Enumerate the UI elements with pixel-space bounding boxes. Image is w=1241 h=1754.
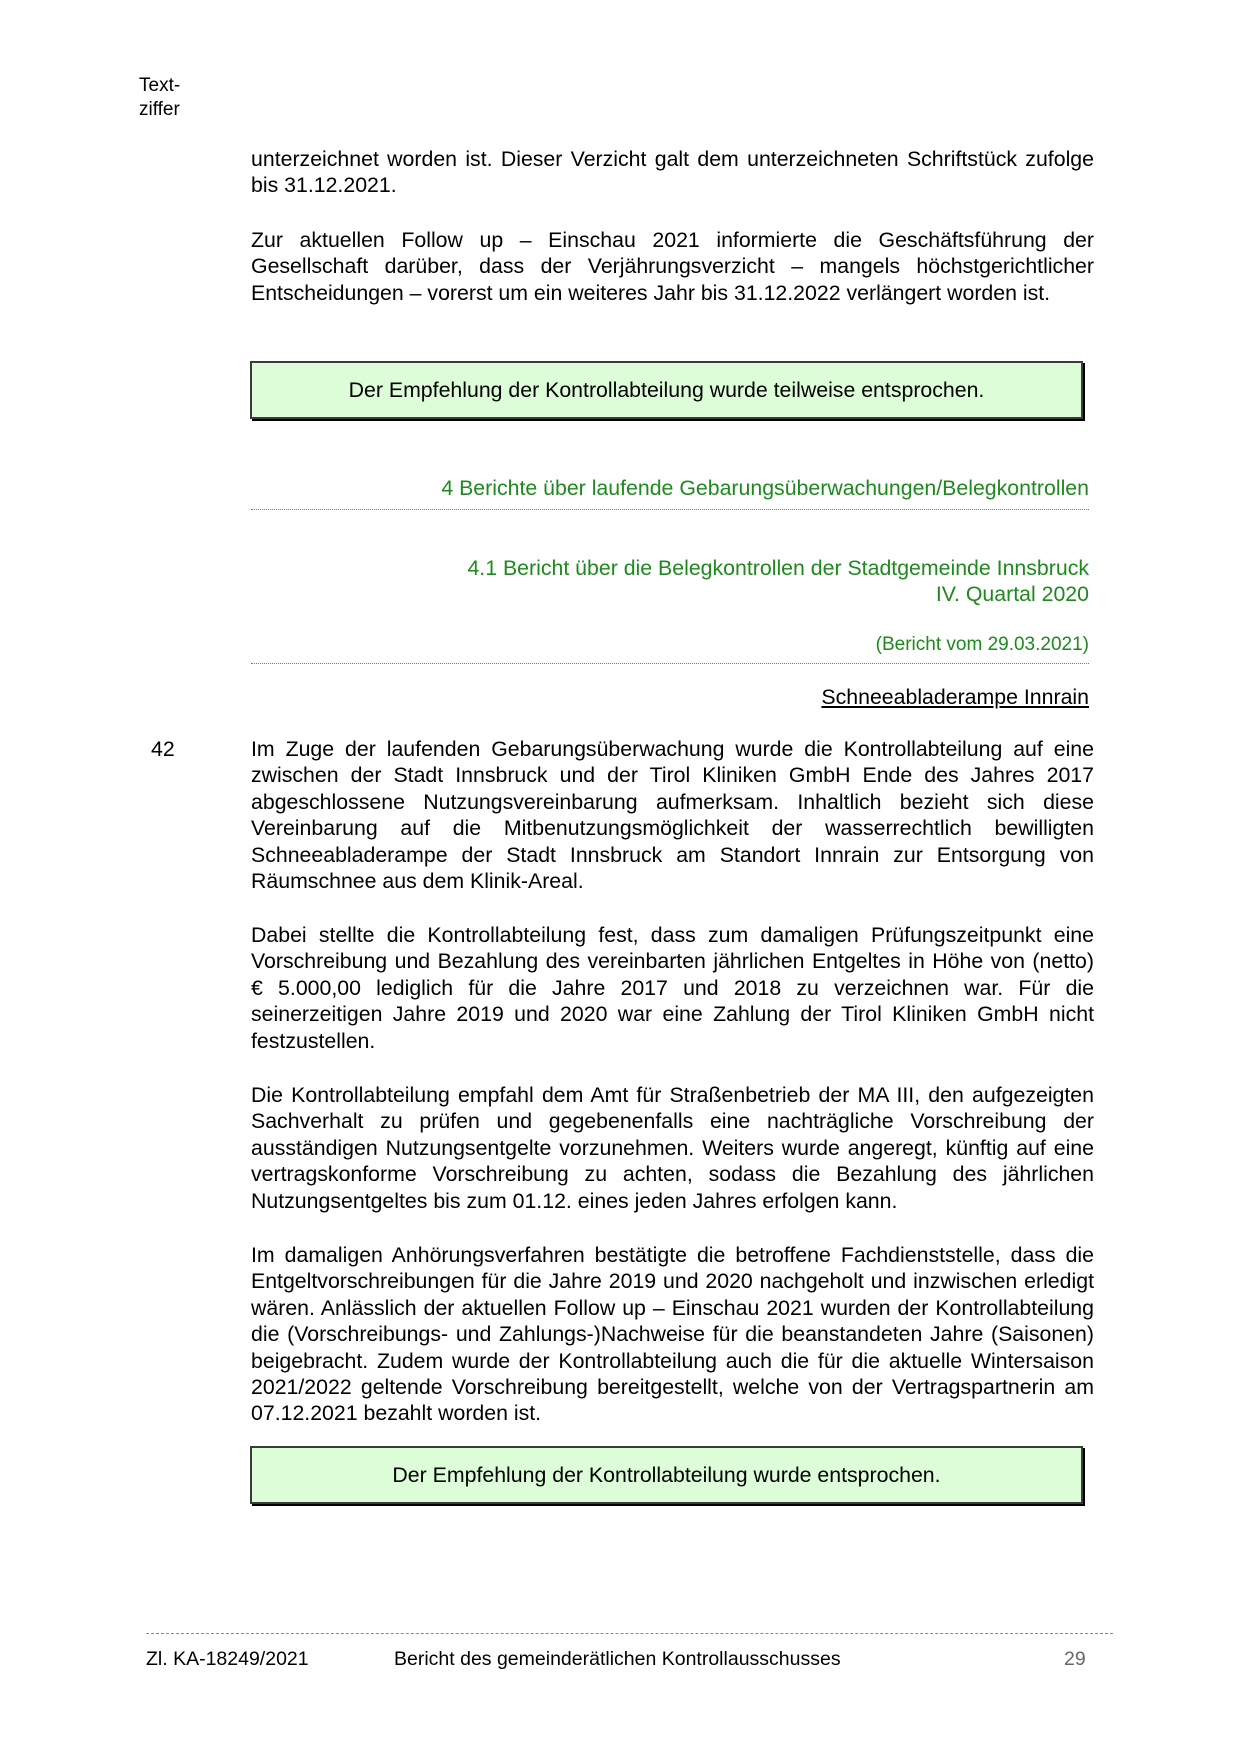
paragraph-4	[251, 1242, 1094, 1427]
topic-heading-text: Schneeabladerampe Innrain	[821, 685, 1089, 709]
page-number: 29	[1064, 1648, 1086, 1670]
recommendation-text: Der Empfehlung der Kontrollabteilung wurde teilweise entsprochen.	[348, 377, 985, 402]
paragraph-text: unterzeichnet worden ist. Dieser Verzicht galt dem unterzeichneten Schriftstück zufolge bis 31.12.2021.	[251, 147, 1094, 198]
textziffer-margin-label	[139, 74, 180, 122]
textziffer-number: 42	[151, 737, 175, 761]
report-date: (Bericht vom 29.03.2021)	[875, 634, 1089, 655]
topic-heading	[251, 684, 1089, 710]
subsection-heading-line1: 4.1 Bericht über die Belegkontrollen der Stadtgemeinde Innsbruck	[467, 556, 1089, 580]
paragraph-3	[251, 1082, 1094, 1214]
recommendation-box-fulfilled	[250, 1446, 1083, 1504]
footer-title: Bericht des gemeinderätlichen Kontrollausschusses	[394, 1648, 841, 1670]
footer-divider	[146, 1633, 1113, 1634]
paragraph-text: Im damaligen Anhörungsverfahren bestätigte die betroffene Fachdienststelle, dass die Entgeltvorschreibungen für die Jahre 2019 und 2020 nachgeholt und inzwischen erledigt wären. Anlässlich der aktuellen Follow up – Einschau 2021 wurden der Kontrollabteilung die (Vorschreibungs- und Zahlungs-)Nachweise für die beanstandeten Jahre (Saisonen) beigebracht. Zudem wurde der Kontrollabteilung auch die für die aktuelle Wintersaison 2021/2022 geltende Vorschreibung bereitgestellt, welche von der Vertragspartnerin am 07.12.2021 bezahlt worden ist.	[251, 1243, 1094, 1426]
paragraph-follow-up	[251, 227, 1094, 306]
footer-reference: Zl. KA-18249/2021	[146, 1648, 309, 1670]
paragraph-1	[251, 736, 1094, 894]
section-heading: 4 Berichte über laufende Gebarungsüberwachungen/Belegkontrollen	[441, 476, 1089, 500]
recommendation-text: Der Empfehlung der Kontrollabteilung wurde entsprochen.	[392, 1462, 941, 1487]
paragraph-continuation	[251, 146, 1094, 199]
recommendation-box-partial	[250, 361, 1083, 419]
paragraph-2	[251, 922, 1094, 1054]
subsection-divider	[251, 663, 1089, 664]
paragraph-text: Dabei stellte die Kontrollabteilung fest, dass zum damaligen Prüfungszeitpunkt eine Vorschreibung und Bezahlung des vereinbarten jährlichen Entgeltes in Höhe von (netto) € 5.000,00 lediglich für die Jahre 2017 und 2018 zu verzeichnen war. Für die seinerzeitigen Jahre 2019 und 2020 war eine Zahlung der Tirol Kliniken GmbH nicht festzustellen.	[251, 923, 1094, 1053]
section-divider	[251, 509, 1089, 510]
margin-label-line2: ziffer	[139, 99, 180, 120]
paragraph-text: Zur aktuellen Follow up – Einschau 2021 informierte die Geschäftsführung der Gesellschaft darüber, dass der Verjährungsverzicht – mangels höchstgerichtlicher Entscheidungen – vorerst um ein weiteres Jahr bis 31.12.2022 verlängert worden ist.	[251, 228, 1094, 305]
paragraph-text: Die Kontrollabteilung empfahl dem Amt für Straßenbetrieb der MA III, den aufgezeigten Sachverhalt zu prüfen und gegebenenfalls eine nachträgliche Vorschreibung der ausständigen Nutzungsentgelte vorzunehmen. Weiters wurde angeregt, künftig auf eine vertragskonforme Vorschreibung zu achten, sodass die Bezahlung des jährlichen Nutzungsentgeltes bis zum 01.12. eines jeden Jahres erfolgen kann.	[251, 1083, 1094, 1213]
margin-label-line1: Text-	[139, 75, 181, 96]
subsection-heading	[251, 555, 1089, 608]
paragraph-text: Im Zuge der laufenden Gebarungsüberwachung wurde die Kontrollabteilung auf eine zwischen der Stadt Innsbruck und der Tirol Kliniken GmbH Ende des Jahres 2017 abgeschlossene Nutzungsvereinbarung aufmerksam. Inhaltlich bezieht sich diese Vereinbarung auf die Mitbenutzungsmöglichkeit der wasserrechtlich bewilligten Schneeabladerampe der Stadt Innsbruck am Standort Innrain zur Entsorgung von Räumschnee aus dem Klinik-Areal.	[251, 737, 1094, 894]
subsection-heading-line2: IV. Quartal 2020	[935, 582, 1089, 607]
